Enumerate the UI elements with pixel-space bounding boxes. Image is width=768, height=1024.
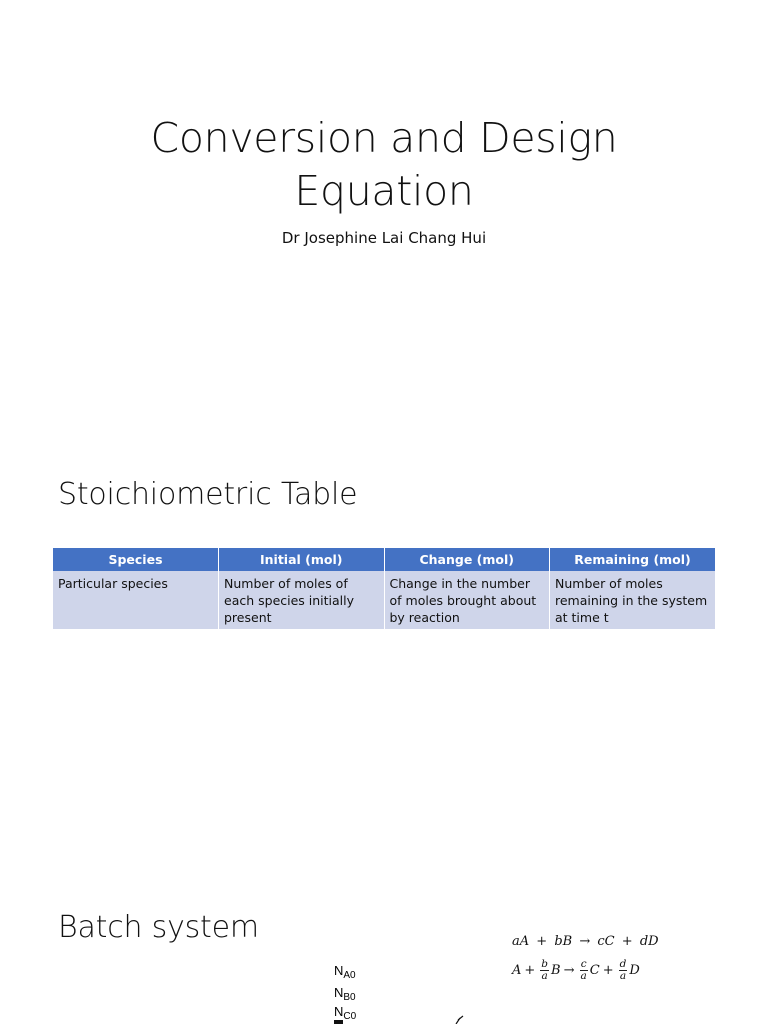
cell-remaining: Number of moles remaining in the system at time t	[550, 571, 716, 629]
table-row	[53, 571, 715, 629]
eq1-term-bB: bB	[554, 934, 573, 949]
fraction-denominator: a	[541, 969, 548, 982]
eq2-term-B: B	[551, 962, 561, 978]
fraction-denominator: a	[619, 969, 627, 982]
reaction-equation-general	[512, 932, 672, 952]
fraction-numerator: b	[541, 957, 549, 970]
stoichiometric-table	[53, 548, 715, 629]
stoichiometric-table-heading: Stoichiometric Table	[58, 477, 358, 512]
cropped-arrow-fragment	[456, 1016, 463, 1024]
header-initial: Initial (mol)	[219, 548, 385, 571]
eq2-arrow: →	[563, 962, 575, 978]
nc0-label: $N_{C0}$	[334, 1004, 357, 1022]
na0-label: $N_{A0}$	[334, 963, 356, 981]
eq2-term-A: A	[512, 962, 522, 978]
eq1-term-cC: cC	[597, 934, 615, 949]
author-subtitle: Dr Josephine Lai Chang Hui	[281, 229, 487, 247]
table-header-row	[53, 548, 715, 571]
cell-species: Particular species	[53, 571, 219, 629]
nb0-label: $N_{B0}$	[334, 985, 356, 1003]
reaction-equations	[512, 932, 672, 988]
eq2-fraction-d-over-a	[619, 959, 628, 982]
eq1-term-dD: dD	[639, 934, 659, 949]
eq2-term-D: D	[629, 962, 640, 978]
eq1-plus-1: +	[536, 934, 548, 949]
header-remaining: Remaining (mol)	[550, 548, 716, 571]
eq1-arrow: →	[579, 934, 591, 949]
batch-system-heading: Batch system	[58, 910, 259, 945]
cell-initial: Number of moles of each species initially present	[219, 571, 385, 629]
fraction-numerator: d	[619, 957, 627, 970]
eq2-fraction-c-over-a	[580, 959, 588, 982]
eq2-plus-2: +	[602, 962, 614, 978]
cell-change: Change in the number of moles brought about by reaction	[384, 571, 550, 629]
header-species: Species	[53, 548, 219, 571]
cropped-label-fragment	[334, 1020, 343, 1024]
eq1-term-aA: aA	[512, 934, 530, 949]
header-change: Change (mol)	[384, 548, 550, 571]
slide-title	[0, 112, 768, 218]
title-line-2: Equation	[294, 167, 474, 215]
eq1-plus-2: +	[621, 934, 633, 949]
fraction-denominator: a	[580, 969, 587, 982]
eq2-fraction-b-over-a	[540, 959, 549, 982]
reaction-equation-per-A	[512, 952, 672, 988]
fraction-numerator: c	[580, 957, 587, 970]
eq2-term-C: C	[589, 962, 600, 978]
title-line-1: Conversion and Design	[150, 114, 618, 162]
eq2-plus-1: +	[524, 962, 536, 978]
